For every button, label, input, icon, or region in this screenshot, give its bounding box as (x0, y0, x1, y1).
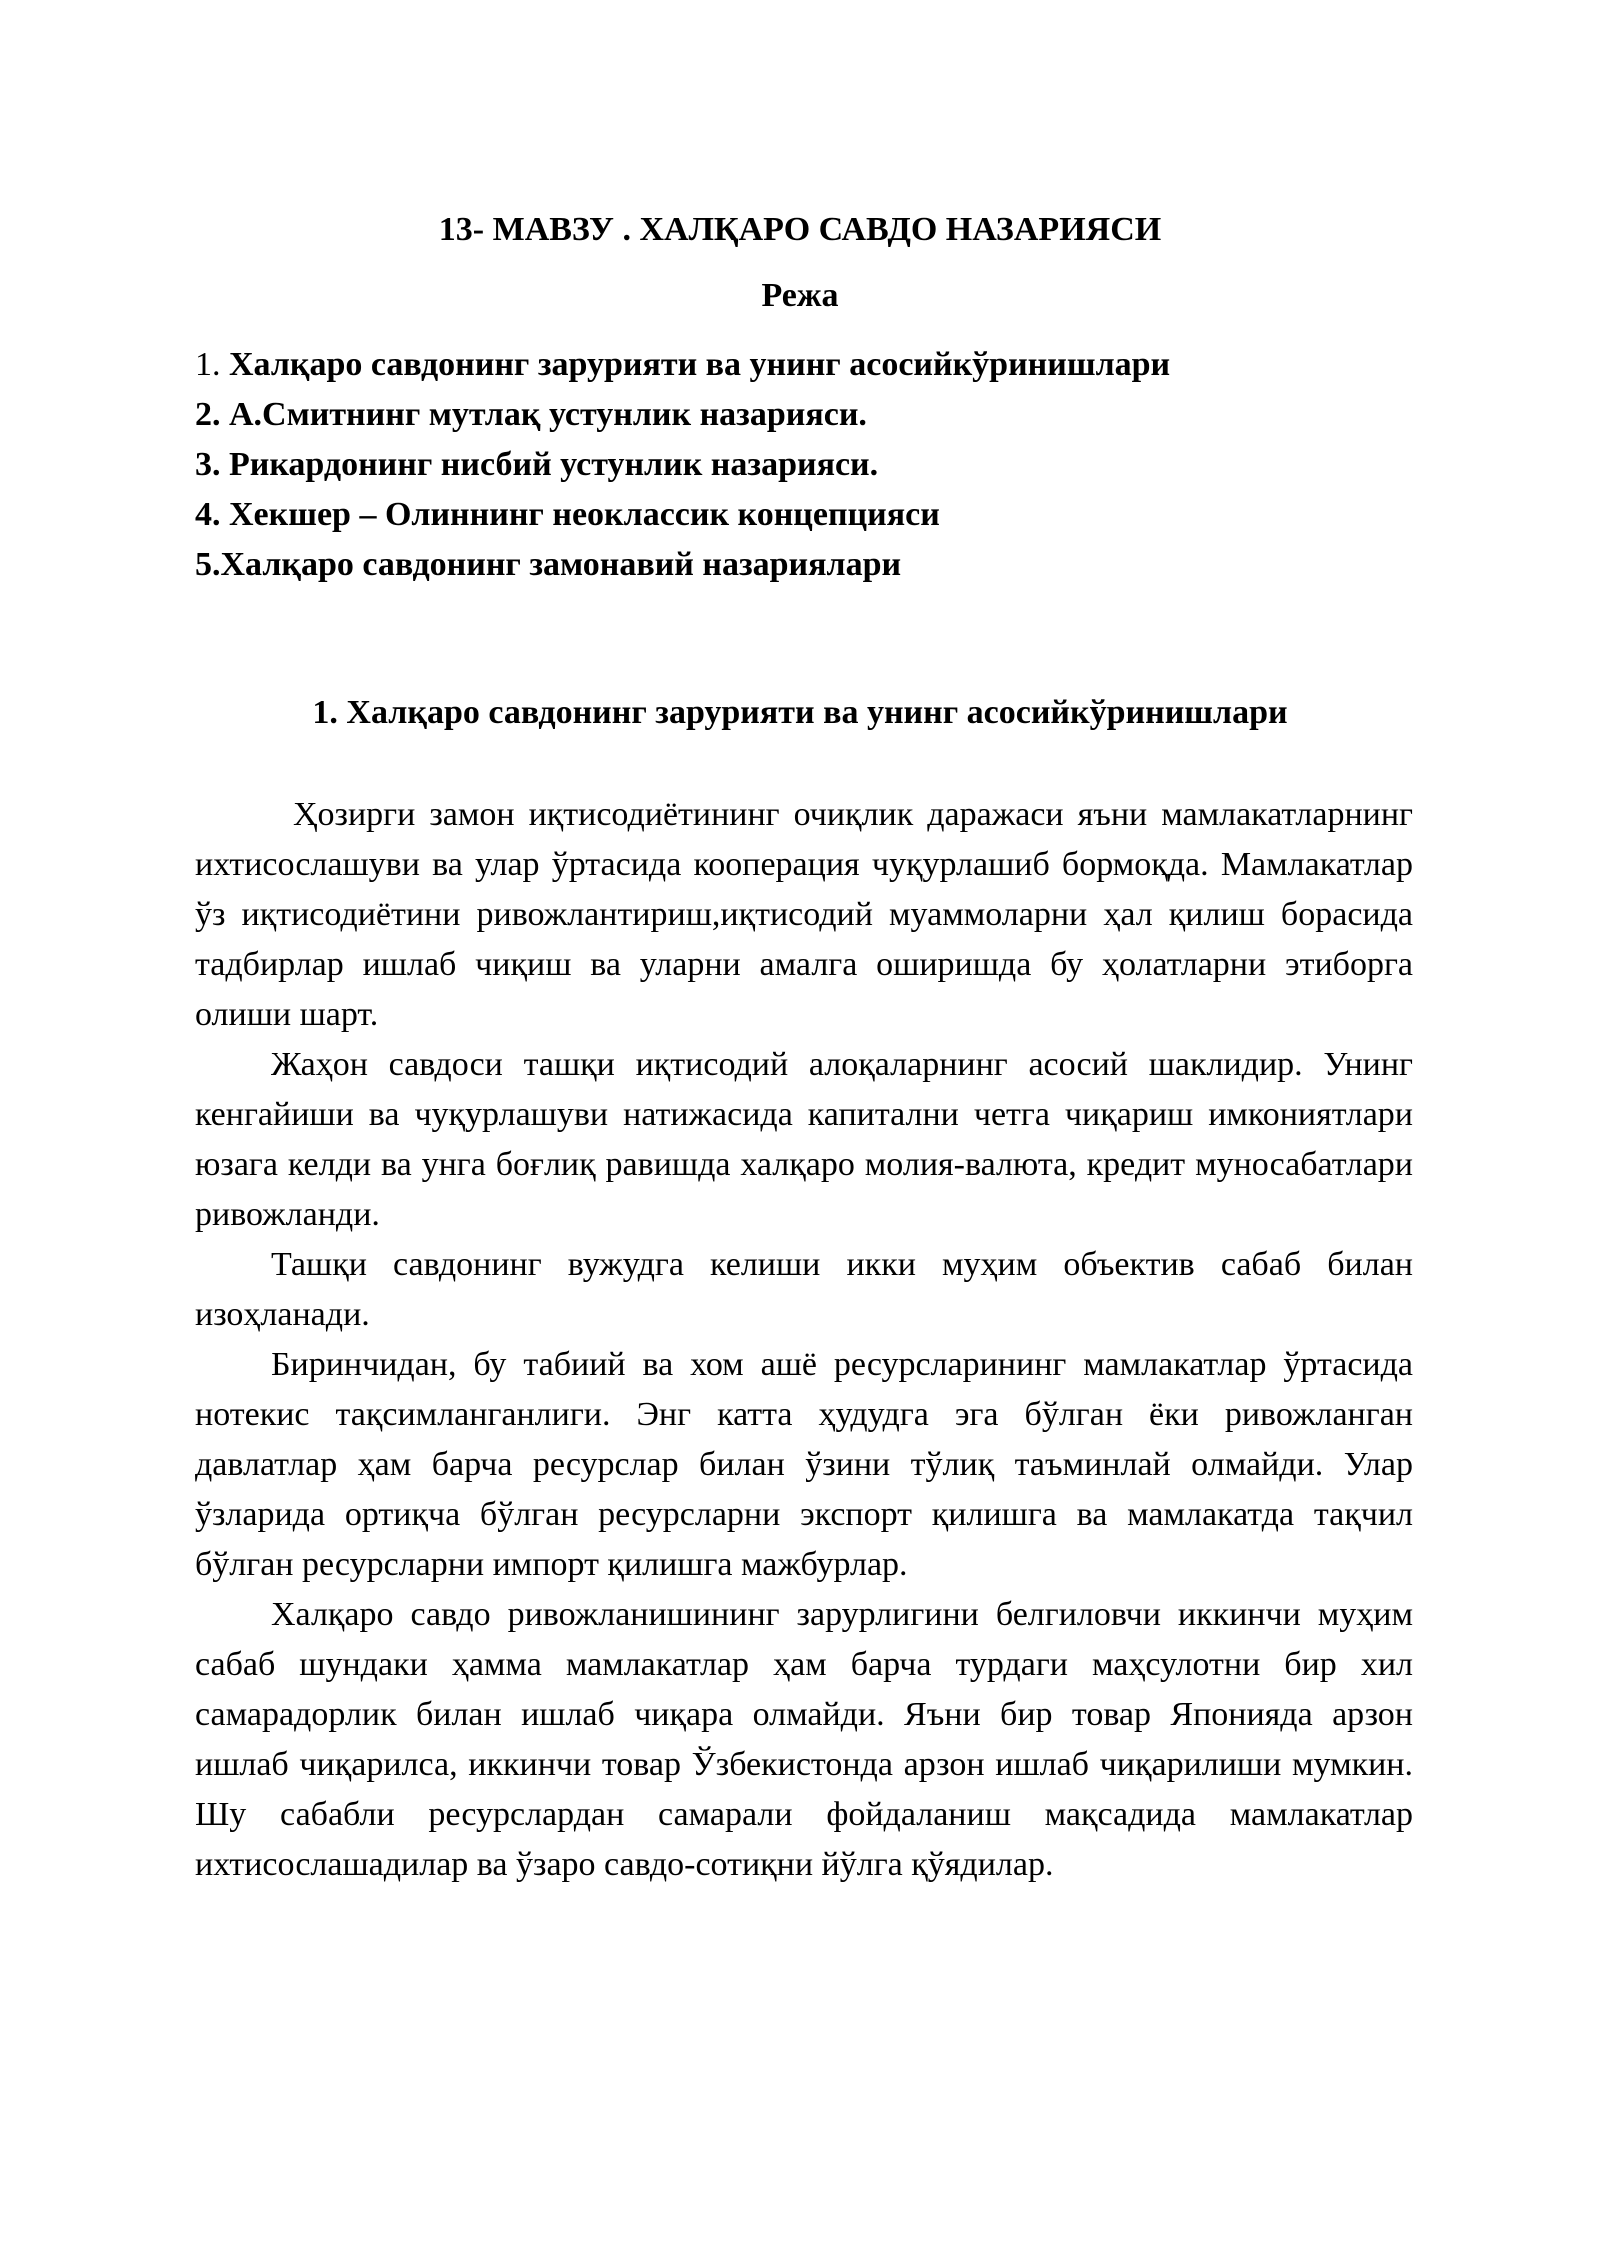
plan-item (195, 390, 1415, 440)
plan-item-text: А.Смитнинг мутлақ устунлик назарияси. (229, 396, 867, 433)
plan-item-text: Рикардонинг нисбий устунлик назарияси. (229, 446, 879, 483)
plan-item-text: Халқаро савдонинг замонавий назариялари (220, 546, 902, 583)
section-heading: 1. Халқаро савдонинг зарурияти ва унинг асосийкўринишлари (312, 694, 1288, 731)
plan-item (195, 490, 1415, 540)
plan-item (195, 340, 1415, 390)
plan-item-text: Хекшер – Олиннинг неоклассик концепцияси (229, 496, 940, 533)
plan-subtitle: Режа (761, 277, 839, 314)
plan-item-number: 2. (195, 396, 229, 433)
plan-item-text: Халқаро савдонинг зарурияти ва унинг асосийкўринишлари (229, 346, 1171, 383)
plan-list (195, 340, 1415, 590)
page-title: 13- МАВЗУ . ХАЛҚАРО САВДО НАЗАРИЯСИ (438, 211, 1162, 248)
plan-item-number: 3. (195, 446, 229, 483)
paragraph: Ташқи савдонинг вужудга келиши икки муҳим объектив сабаб билан изоҳланади. (195, 1246, 1413, 1333)
body-text (195, 790, 1413, 1890)
plan-item-number: 5. (195, 546, 221, 583)
paragraph: Биринчидан, бу табиий ва хом ашё ресурсларининг мамлакатлар ўртасида нотекис тақсимланганлиги. Энг катта ҳудудга эга бўлган ёки ривожланган давлатлар ҳам барча ресурслар билан ўзини тўлиқ таъминлай олмайди. Улар ўзларида ортиқча бўлган ресурсларни экспорт қилишга ва мамлакатда тақчил бўлган ресурсларни импорт қилишга мажбурлар. (195, 1346, 1413, 1583)
paragraph: Ҳозирги замон иқтисодиётининг очиқлик даражаси яъни мамлакатларнинг ихтисослашуви ва улар ўртасида кооперация чуқурлашиб бормоқда. Мамлакатлар ўз иқтисодиётини ривожлантириш,иқтисодий муаммоларни ҳал қилиш борасида тадбирлар ишлаб чиқиш ва уларни амалга оширишда бу ҳолатларни этиборга олиши шарт. (195, 796, 1413, 1033)
paragraph: Жаҳон савдоси ташқи иқтисодий алоқаларнинг асосий шаклидир. Унинг кенгайиши ва чуқурлашуви натижасида капитални четга чиқариш имкониятлари юзага келди ва унга боғлиқ равишда халқаро молия-валюта, кредит муносабатлари ривожланди. (195, 1046, 1413, 1233)
plan-item (195, 540, 1415, 590)
plan-item-number: 4. (195, 496, 229, 533)
plan-item (195, 440, 1415, 490)
plan-item-number: 1. (195, 346, 229, 383)
paragraph: Халқаро савдо ривожланишининг зарурлигини белгиловчи иккинчи муҳим сабаб шундаки ҳамма мамлакатлар ҳам барча турдаги маҳсулотни бир хил самарадорлик билан ишлаб чиқара олмайди. Яъни бир товар Японияда арзон ишлаб чиқарилса, иккинчи товар Ўзбекистонда арзон ишлаб чиқарилиши мумкин. Шу сабабли ресурслардан самарали фойдаланиш мақсадида мамлакатлар ихтисослашадилар ва ўзаро савдо-сотиқни йўлга қўядилар. (195, 1596, 1413, 1883)
